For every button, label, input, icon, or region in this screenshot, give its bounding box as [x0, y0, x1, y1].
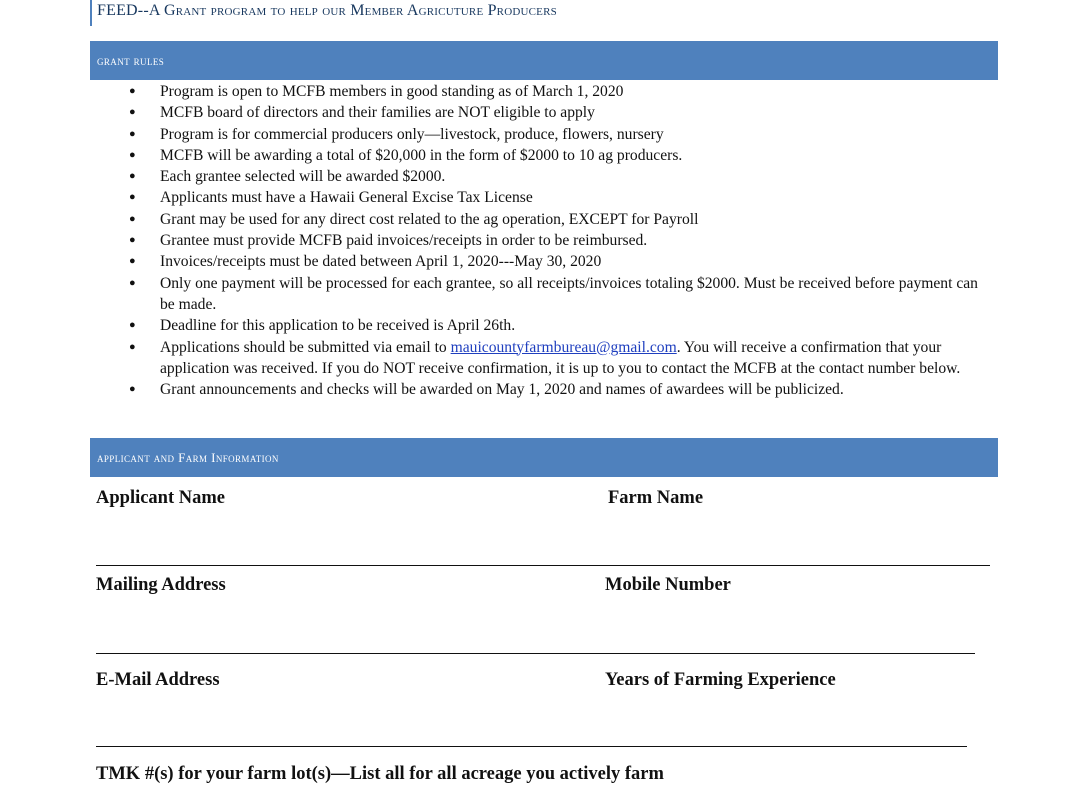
bullet-icon: ● — [129, 148, 136, 161]
bullet-icon: ● — [129, 383, 136, 396]
rule-text: Each grantee selected will be awarded $2000. — [160, 168, 446, 186]
mailing-address-label: Mailing Address — [96, 575, 226, 595]
farm-name-label: Farm Name — [608, 488, 704, 508]
section-header-grant-rules: grant rules — [90, 41, 998, 80]
rule-text: Applicants must have a Hawaii General Excise Tax License — [160, 189, 533, 207]
years-experience-label: Years of Farming Experience — [605, 670, 836, 690]
rule-item — [0, 166, 1088, 187]
rule-item — [0, 230, 1088, 251]
rule-item — [0, 273, 1088, 316]
rule-text: Program is open to MCFB members in good standing as of March 1, 2020 — [160, 83, 624, 100]
rule-item — [0, 315, 1088, 336]
bullet-icon: ● — [129, 255, 136, 268]
applicant-farm-name-line[interactable] — [96, 565, 990, 566]
email-link[interactable]: mauicountyfarmbureau@gmail.com — [450, 338, 677, 356]
mobile-number-label: Mobile Number — [605, 575, 731, 595]
rule-item-email — [0, 337, 1088, 380]
rule-text: Applications should be submitted via email to — [160, 338, 451, 356]
rule-item — [0, 379, 1088, 400]
bullet-icon: ● — [129, 276, 136, 289]
rule-text: Grantee must provide MCFB paid invoices/receipts in order to be reimbursed. — [160, 232, 648, 250]
subtitle-prefix: FEED--A — [97, 2, 164, 19]
bullet-icon: ● — [129, 340, 136, 353]
section-header-applicant-info: applicant and Farm Information — [90, 438, 998, 477]
email-address-label: E-Mail Address — [96, 670, 220, 690]
bullet-icon: ● — [129, 234, 136, 247]
rule-text: MCFB board of directors and their families are NOT eligible to apply — [160, 104, 595, 122]
rule-text: Invoices/receipts must be dated between April 1, 2020---May 30, 2020 — [160, 253, 602, 271]
rule-text: . You will receive a confirmation that your application was received. If you do NOT receive confirmation, it is up to you to contact the MCFB at the contact number below. — [160, 338, 961, 377]
tmk-label: TMK #(s) for your farm lot(s)—List all for all acreage you actively farm — [96, 764, 664, 784]
rule-text: Only one payment will be processed for each grantee, so all receipts/invoices totaling $2000. Must be received before payment can be made. — [160, 274, 978, 313]
email-experience-line[interactable] — [96, 746, 967, 747]
bullet-icon: ● — [129, 85, 136, 97]
rule-text: Grant announcements and checks will be awarded on May 1, 2020 and names of awardees will be publicized. — [160, 381, 844, 399]
rule-item — [0, 124, 1088, 145]
rule-text: Deadline for this application to be received is April 26th. — [160, 317, 516, 335]
bullet-icon: ● — [129, 170, 136, 183]
rule-item — [0, 251, 1088, 272]
rule-item — [0, 102, 1088, 123]
rule-item — [0, 209, 1088, 230]
rule-text: Grant may be used for any direct cost related to the ag operation, EXCEPT for Payroll — [160, 210, 699, 228]
bullet-icon: ● — [129, 127, 136, 140]
mailing-mobile-line[interactable] — [96, 653, 975, 654]
bullet-icon: ● — [129, 191, 136, 204]
rule-text: Program is for commercial producers only—livestock, produce, flowers, nursery — [160, 125, 664, 143]
rule-text: MCFB will be awarding a total of $20,000 in the form of $2000 to 10 ag producers. — [160, 146, 683, 164]
subtitle-rest: Grant program to help our Member Agricuture Producers — [163, 2, 557, 19]
applicant-name-label: Applicant Name — [96, 488, 225, 508]
bullet-icon: ● — [129, 319, 136, 332]
document-subtitle — [90, 0, 557, 26]
grant-rules-list — [0, 81, 1088, 400]
bullet-icon: ● — [129, 106, 136, 119]
rule-item — [0, 81, 1088, 102]
rule-item — [0, 187, 1088, 208]
rule-item — [0, 145, 1088, 166]
bullet-icon: ● — [129, 212, 136, 225]
